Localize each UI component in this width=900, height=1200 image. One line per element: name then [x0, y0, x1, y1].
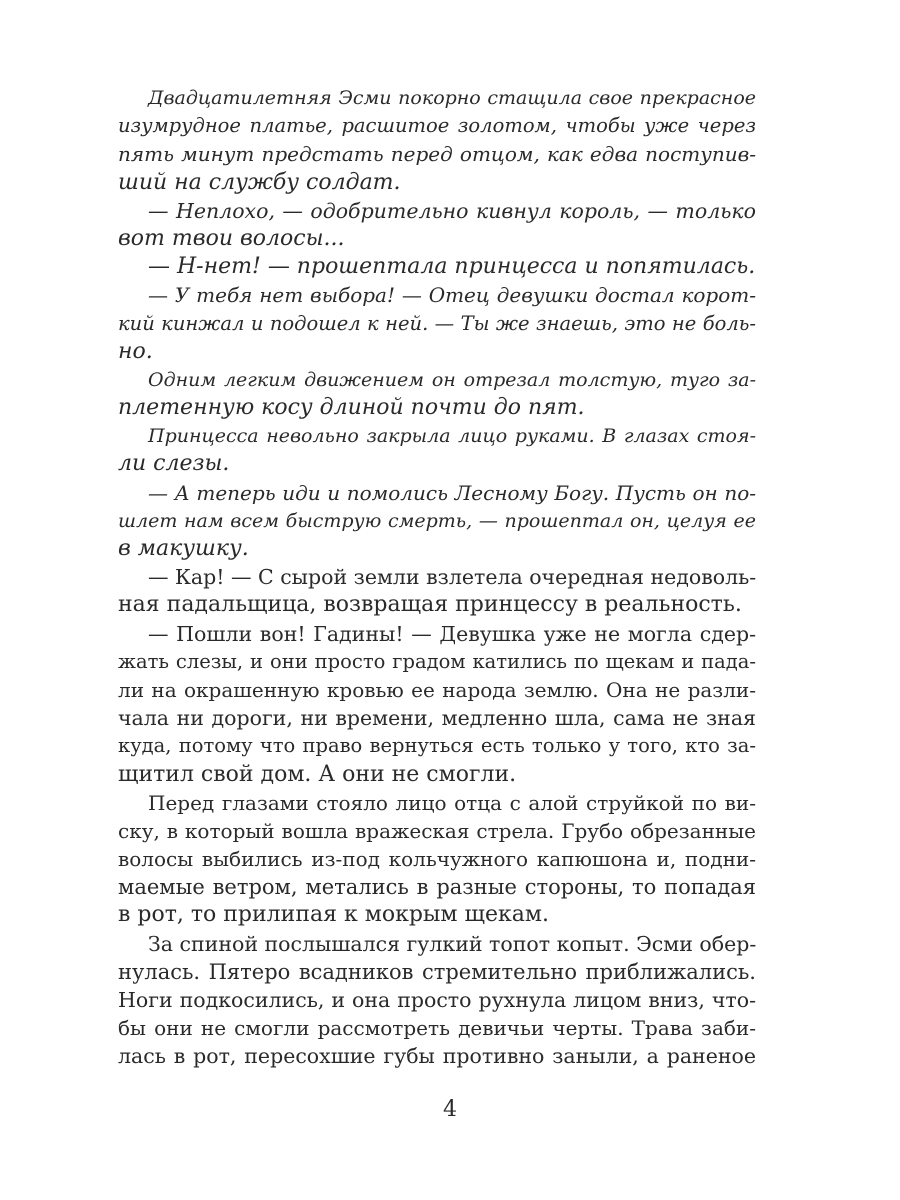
text-line: пять минут предстать перед отцом, как едва поступив- [118, 142, 756, 167]
text-line: вот твои волосы... [118, 225, 345, 251]
text-line: но. [118, 338, 153, 364]
text-line: плетенную косу длиной почти до пят. [118, 395, 585, 421]
text-line: Принцесса невольно закрыла лицо руками. В глазах стоя- [148, 425, 756, 448]
text-line: — Неплохо, — одобрительно кивнул король, — только [148, 198, 756, 223]
text-line: нулась. Пятеро всадников стремительно приближались. [118, 959, 756, 984]
text-line: Двадцатилетняя Эсми покорно стащила свое прекрасное [148, 87, 756, 109]
text-line: — А теперь иди и помолись Лесному Богу. Пусть он по- [148, 480, 756, 505]
text-line: лась в рот, пересохшие губы противно заныли, а раненое [118, 1044, 756, 1069]
text-line: — Кар! — С сырой земли взлетела очередная недоволь- [148, 565, 757, 590]
text-line: в рот, то прилипая к мокрым щекам. [118, 902, 549, 928]
narrative-section [118, 563, 756, 1070]
text-line: ная падальщица, возвращая принцессу в реальность. [118, 592, 742, 618]
text-line: — Пошли вон! Гадины! — Девушка уже не могла сдер- [148, 621, 756, 646]
text-line: кий кинжал и подошел к ней. — Ты же знаешь, это не боль- [118, 311, 756, 335]
text-line: Перед глазами стояло лицо отца с алой струйкой по ви- [148, 790, 756, 815]
text-line: маемые ветром, метались в разные стороны, то попадая [118, 875, 756, 900]
text-line: ску, в который вошла вражеская стрела. Грубо обрезанные [118, 818, 756, 843]
text-line: щитил свой дом. А они не смогли. [118, 761, 517, 787]
text-line: Одним легким движением он отрезал толстую, туго за- [148, 368, 756, 391]
text-line: ли слезы. [118, 451, 230, 477]
text-line: чала ни дороги, ни времени, медленно шла, сама не зная [118, 706, 756, 731]
text-line: За спиной послышался гулкий топот копыт. Эсми обер- [148, 931, 757, 956]
text-line: изумрудное платье, расшитое золотом, чтобы уже через [118, 114, 756, 138]
text-line: в макушку. [118, 536, 249, 561]
text-line: ли на окрашенную кровью ее народа землю. Она не разли- [118, 677, 756, 702]
text-line: шлет нам всем быструю смерть, — прошептал он, целуя ее [118, 509, 756, 532]
text-line: ший на службу солдат. [118, 169, 401, 195]
text-line: волосы выбились из-под кольчужного капюшона и, подни- [118, 847, 756, 872]
page-number: 4 [443, 1097, 457, 1122]
flashback-section [118, 84, 756, 563]
text-line: жать слезы, и они просто градом катились по щекам и пада- [118, 649, 756, 673]
text-line: куда, потому что право вернуться есть только у того, кто за- [118, 734, 756, 758]
text-line: — Н-нет! — прошептала принцесса и попятилась. [148, 254, 756, 280]
text-line: Ноги подкосились, и она просто рухнула лицом вниз, что- [118, 988, 756, 1012]
page-body [118, 84, 756, 1071]
text-line: бы они не смогли рассмотреть девичьи черты. Трава заби- [118, 1016, 756, 1041]
text-line: — У тебя нет выбора! — Отец девушки достал корот- [148, 283, 756, 308]
